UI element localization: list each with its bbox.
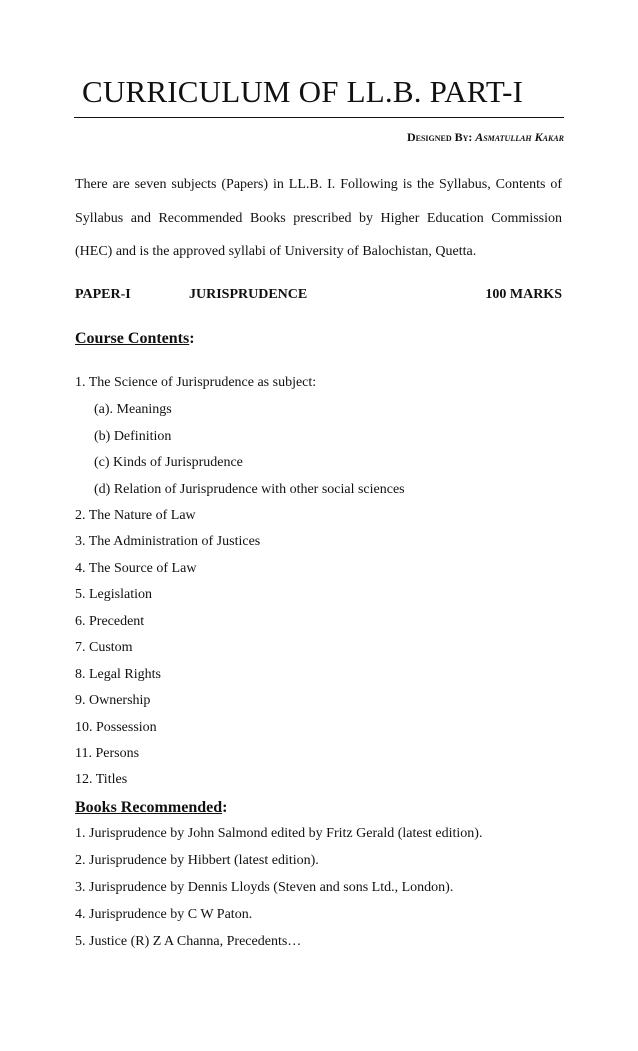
list-item: 6. Precedent (75, 614, 145, 629)
list-item: 7. Custom (75, 640, 133, 655)
intro-line-2: Syllabus and Recommended Books prescribed by Higher Education Commission (75, 211, 562, 226)
paper-number: PAPER-I (75, 287, 131, 302)
author-name: Asmatullah Kakar (475, 130, 564, 144)
course-contents-heading (75, 330, 195, 348)
list-subitem: (a). Meanings (94, 402, 172, 417)
course-contents-heading-text: Course Contents (75, 330, 190, 347)
designed-by-label: Designed By: (406, 130, 473, 144)
paper-subject: JURISPRUDENCE (189, 287, 308, 302)
list-item: 10. Possession (75, 720, 157, 735)
book-item: 4. Jurisprudence by C W Paton. (75, 907, 253, 922)
book-item: 1. Jurisprudence by John Salmond edited by Fritz Gerald (latest edition). (75, 826, 483, 841)
list-item: 2. The Nature of Law (75, 508, 196, 523)
paper-marks: 100 MARKS (485, 287, 562, 302)
title-underline (74, 117, 564, 118)
book-item: 5. Justice (R) Z A Channa, Precedents… (75, 934, 302, 949)
intro-line-3: (HEC) and is the approved syllabi of University of Balochistan, Quetta. (75, 244, 477, 259)
list-item: 8. Legal Rights (75, 667, 161, 682)
list-item: 4. The Source of Law (75, 561, 197, 576)
list-item: 12. Titles (75, 772, 128, 787)
book-item: 3. Jurisprudence by Dennis Lloyds (Steven and sons Ltd., London). (75, 880, 454, 895)
intro-line-1: There are seven subjects (Papers) in LL.B. I. Following is the Syllabus, Contents of (75, 177, 562, 192)
designed-by-line (407, 130, 564, 145)
list-item: 11. Persons (75, 746, 140, 761)
paper-header-row (75, 287, 562, 305)
list-subitem: (b) Definition (94, 429, 172, 444)
list-item: 5. Legislation (75, 587, 152, 602)
list-item: 9. Ownership (75, 693, 151, 708)
page-title: CURRICULUM OF LL.B. PART-I (82, 74, 524, 109)
book-item: 2. Jurisprudence by Hibbert (latest edition). (75, 853, 319, 868)
books-recommended-heading-colon: : (222, 799, 228, 816)
books-recommended-heading-text: Books Recommended (75, 799, 223, 816)
books-recommended-heading (75, 799, 227, 817)
list-subitem: (d) Relation of Jurisprudence with other social sciences (94, 482, 405, 497)
course-contents-heading-colon: : (189, 330, 195, 347)
list-subitem: (c) Kinds of Jurisprudence (94, 455, 243, 470)
list-item: 1. The Science of Jurisprudence as subject: (75, 375, 317, 390)
list-item: 3. The Administration of Justices (75, 534, 261, 549)
